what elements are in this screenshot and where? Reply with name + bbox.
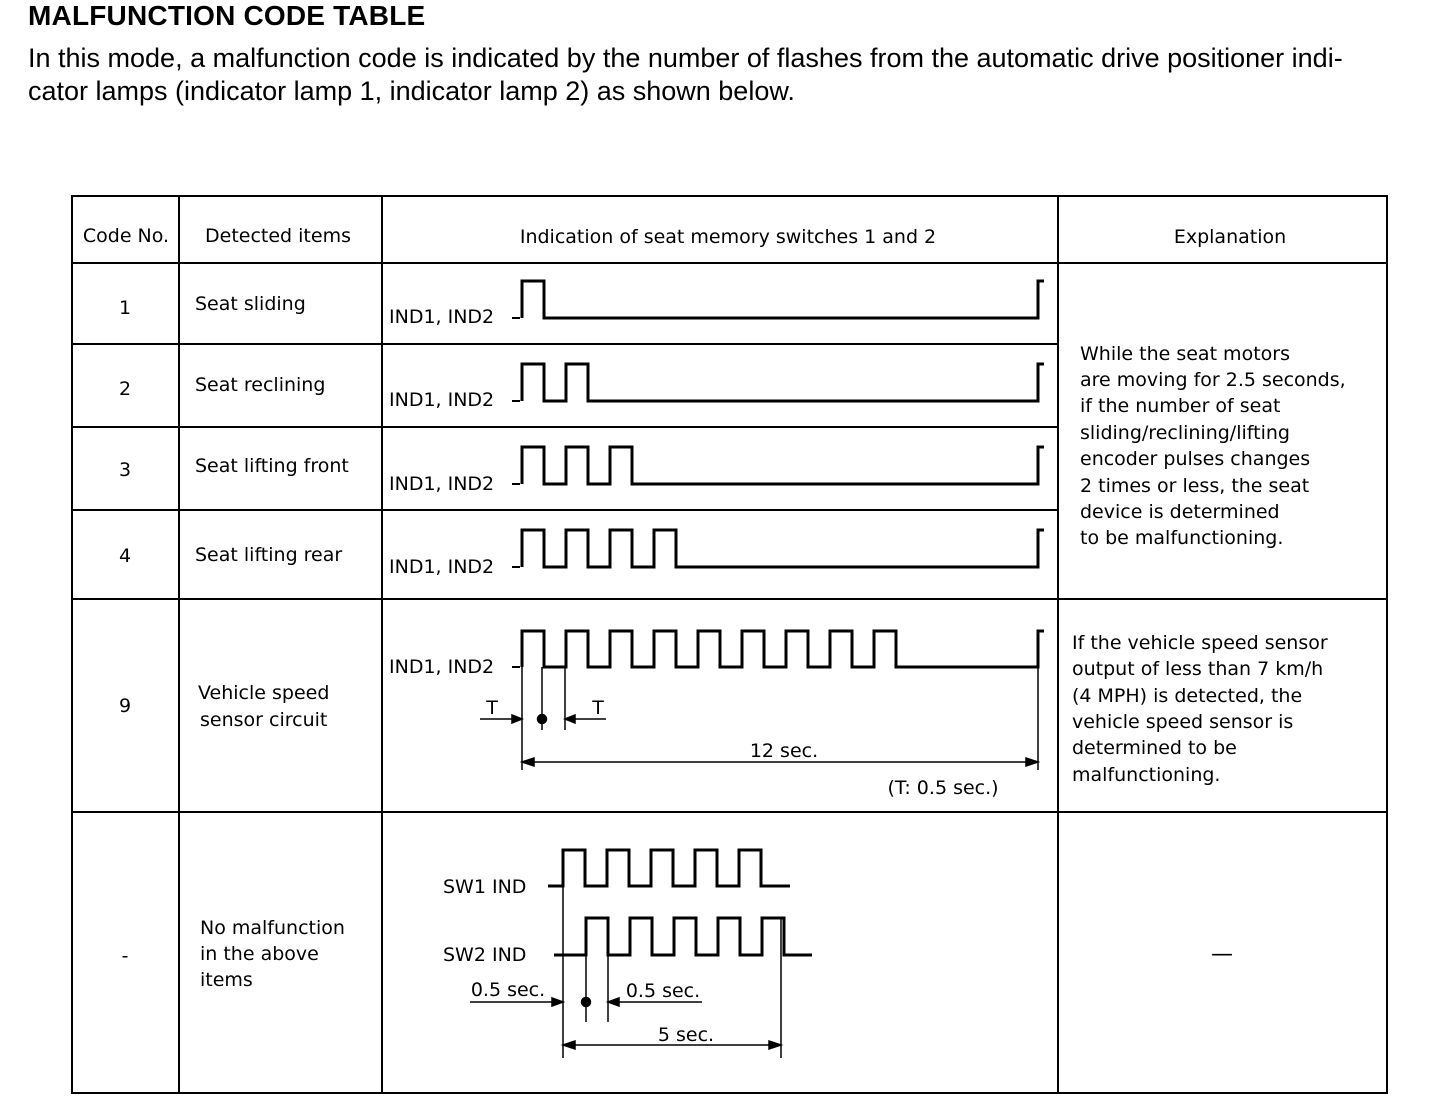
t-note: (T: 0.5 sec.) [887, 777, 999, 799]
pulse-waveform [522, 530, 1044, 567]
code-cell: 2 [118, 378, 132, 400]
pulse-waveform [522, 364, 1044, 401]
explanation-line: vehicle speed sensor is [1072, 711, 1294, 733]
signal-label: IND1, IND2 [389, 306, 495, 328]
explanation-line: are moving for 2.5 seconds, [1080, 369, 1346, 391]
pulse-waveform [522, 447, 1044, 484]
header-code-no: Code No. [82, 225, 170, 247]
detected-item: No malfunction [200, 917, 345, 939]
explanation-line: if the number of seat [1080, 395, 1281, 417]
explanation-line: device is determined [1080, 501, 1280, 523]
switch-waveform [554, 918, 812, 955]
code-cell: 9 [118, 695, 132, 717]
page-title: MALFUNCTION CODE TABLE [28, 0, 426, 31]
detected-item: items [200, 969, 253, 991]
waveforms [522, 281, 1044, 955]
code-cell: 3 [118, 459, 132, 481]
explanation-line: 2 times or less, the seat [1080, 475, 1310, 497]
intro-line-2: cator lamps (indicator lamp 1, indicator lamp 2) as shown below. [28, 76, 795, 106]
explanation-line: to be malfunctioning. [1080, 527, 1284, 549]
pulse-right-label: 0.5 sec. [625, 980, 701, 1002]
explanation-line: determined to be [1072, 737, 1237, 759]
explanation-none: — [1211, 942, 1233, 967]
header-explanation: Explanation [1173, 226, 1287, 248]
explanation-line: encoder pulses changes [1080, 448, 1311, 470]
detected-item: Seat lifting front [195, 455, 349, 477]
header-detected-items: Detected items [205, 225, 351, 247]
detected-item: sensor circuit [200, 709, 328, 731]
detected-item: in the above [200, 943, 319, 965]
explanation-line: (4 MPH) is detected, the [1072, 685, 1303, 707]
detected-item: Seat reclining [195, 374, 326, 396]
pulse-left-label: 0.5 sec. [470, 979, 546, 1001]
explanation-speed [1072, 632, 1328, 786]
signal-label: IND1, IND2 [389, 473, 495, 495]
t-left-label: T [486, 697, 498, 719]
signal-label: IND1, IND2 [389, 556, 495, 578]
code-cell: 4 [118, 545, 132, 567]
sw-duration-label: 5 sec. [657, 1024, 715, 1046]
signal-label: IND1, IND2 [389, 656, 495, 678]
explanation-line: If the vehicle speed sensor [1072, 632, 1328, 654]
explanation-line: While the seat motors [1080, 343, 1290, 365]
explanation-seat [1080, 343, 1346, 549]
pulse-waveform [522, 281, 1044, 318]
explanation-line: sliding/reclining/lifting [1080, 422, 1290, 444]
explanation-line: output of less than 7 km/h [1072, 658, 1324, 680]
sw1-label: SW1 IND [443, 876, 527, 898]
detected-item: Seat sliding [195, 293, 306, 315]
explanation-line: malfunctioning. [1072, 764, 1221, 786]
code-cell: - [121, 945, 129, 967]
detected-item: Vehicle speed [198, 682, 330, 704]
code-cell: 1 [118, 297, 132, 319]
t-right-label: T [592, 697, 604, 719]
duration-label: 12 sec. [749, 740, 819, 762]
sw2-label: SW2 IND [443, 944, 527, 966]
t-dimension [480, 715, 606, 724]
pulse-waveform [522, 631, 1044, 667]
intro-line-1: In this mode, a malfunction code is indicated by the number of flashes from the automatic drive positioner indi- [28, 43, 1343, 73]
signal-label: IND1, IND2 [389, 389, 495, 411]
header-indication: Indication of seat memory switches 1 and 2 [519, 226, 937, 248]
detected-item: Seat lifting rear [195, 544, 343, 566]
switch-waveform [548, 850, 790, 886]
waveform-ticks [512, 318, 520, 667]
